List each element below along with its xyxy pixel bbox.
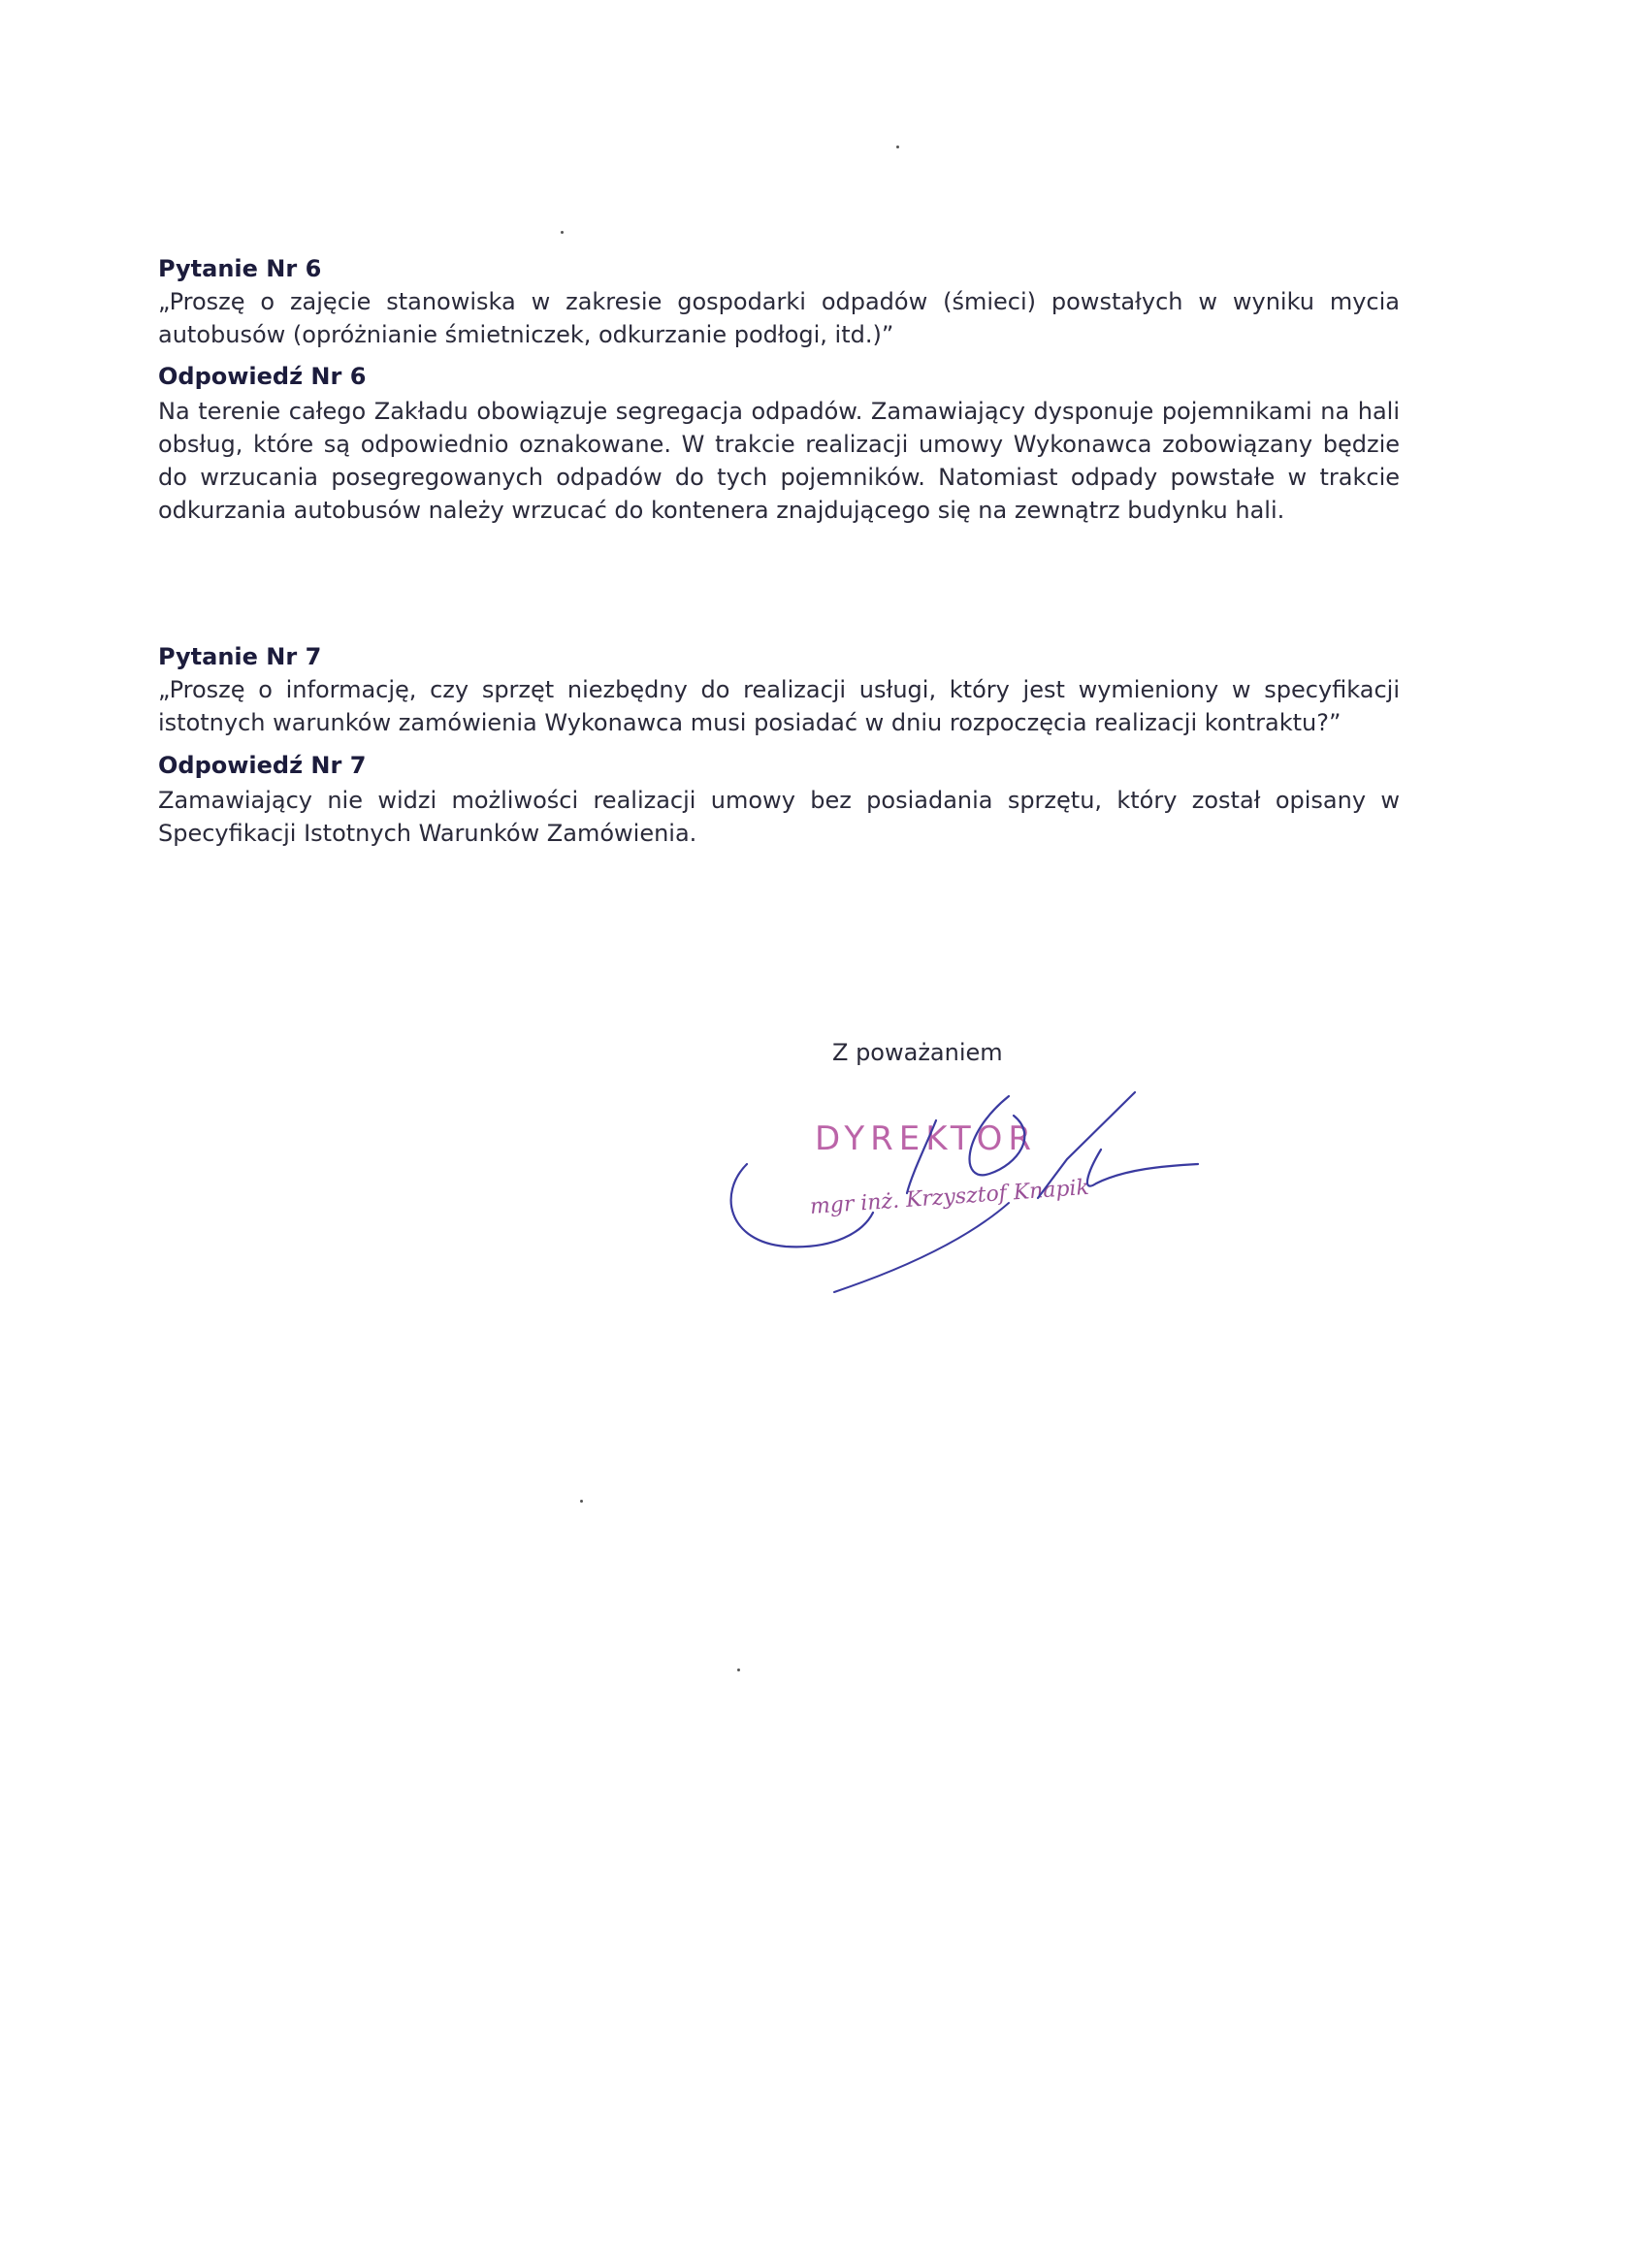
handwritten-signature xyxy=(718,1077,1222,1300)
stamp-name: mgr inż. Krzysztof Knapik xyxy=(809,1175,1090,1219)
scan-speck xyxy=(580,1500,583,1503)
answer-6-heading: Odpowiedź Nr 6 xyxy=(158,363,367,390)
director-stamp xyxy=(718,1077,1222,1300)
question-6-heading: Pytanie Nr 6 xyxy=(158,255,322,282)
answer-7-heading: Odpowiedź Nr 7 xyxy=(158,752,367,779)
answer-7-text: Zamawiający nie widzi możliwości realizacji umowy bez posiadania sprzętu, który został opisany w Specyfikacji Istotnych Warunków Zamówienia. xyxy=(158,787,1400,847)
answer-6 xyxy=(158,361,1400,527)
scan-speck xyxy=(896,146,899,148)
question-6 xyxy=(158,253,1400,351)
question-7-text: „Proszę o informację, czy sprzęt niezbędny do realizacji usługi, który jest wymieniony w specyfikacji istotnych warunków zamówienia Wykonawca musi posiadać w dniu rozpoczęcia realizacji kontraktu?” xyxy=(158,676,1400,736)
stamp-title: DYREKTOR xyxy=(815,1119,1038,1158)
answer-6-text: Na terenie całego Zakładu obowiązuje segregacja odpadów. Zamawiający dysponuje pojemnikami na hali obsług, które są odpowiednio oznakowane. W trakcie realizacji umowy Wykonawca zobowiązany będzie do wrzucania posegregowanych odpadów do tych pojemników. Natomiast odpady powstałe w trakcie odkurzania autobusów należy wrzucać do kontenera znajdującego się na zewnątrz budynku hali. xyxy=(158,398,1400,524)
answer-7 xyxy=(158,750,1400,850)
closing-salutation: Z poważaniem xyxy=(832,1039,1003,1066)
scan-speck xyxy=(561,231,564,234)
question-6-text: „Proszę o zajęcie stanowiska w zakresie gospodarki odpadów (śmieci) powstałych w wyniku mycia autobusów (opróżnianie śmietniczek, odkurzanie podłogi, itd.)” xyxy=(158,288,1400,348)
question-7 xyxy=(158,641,1400,739)
question-7-heading: Pytanie Nr 7 xyxy=(158,643,322,670)
scan-speck xyxy=(737,1669,740,1671)
